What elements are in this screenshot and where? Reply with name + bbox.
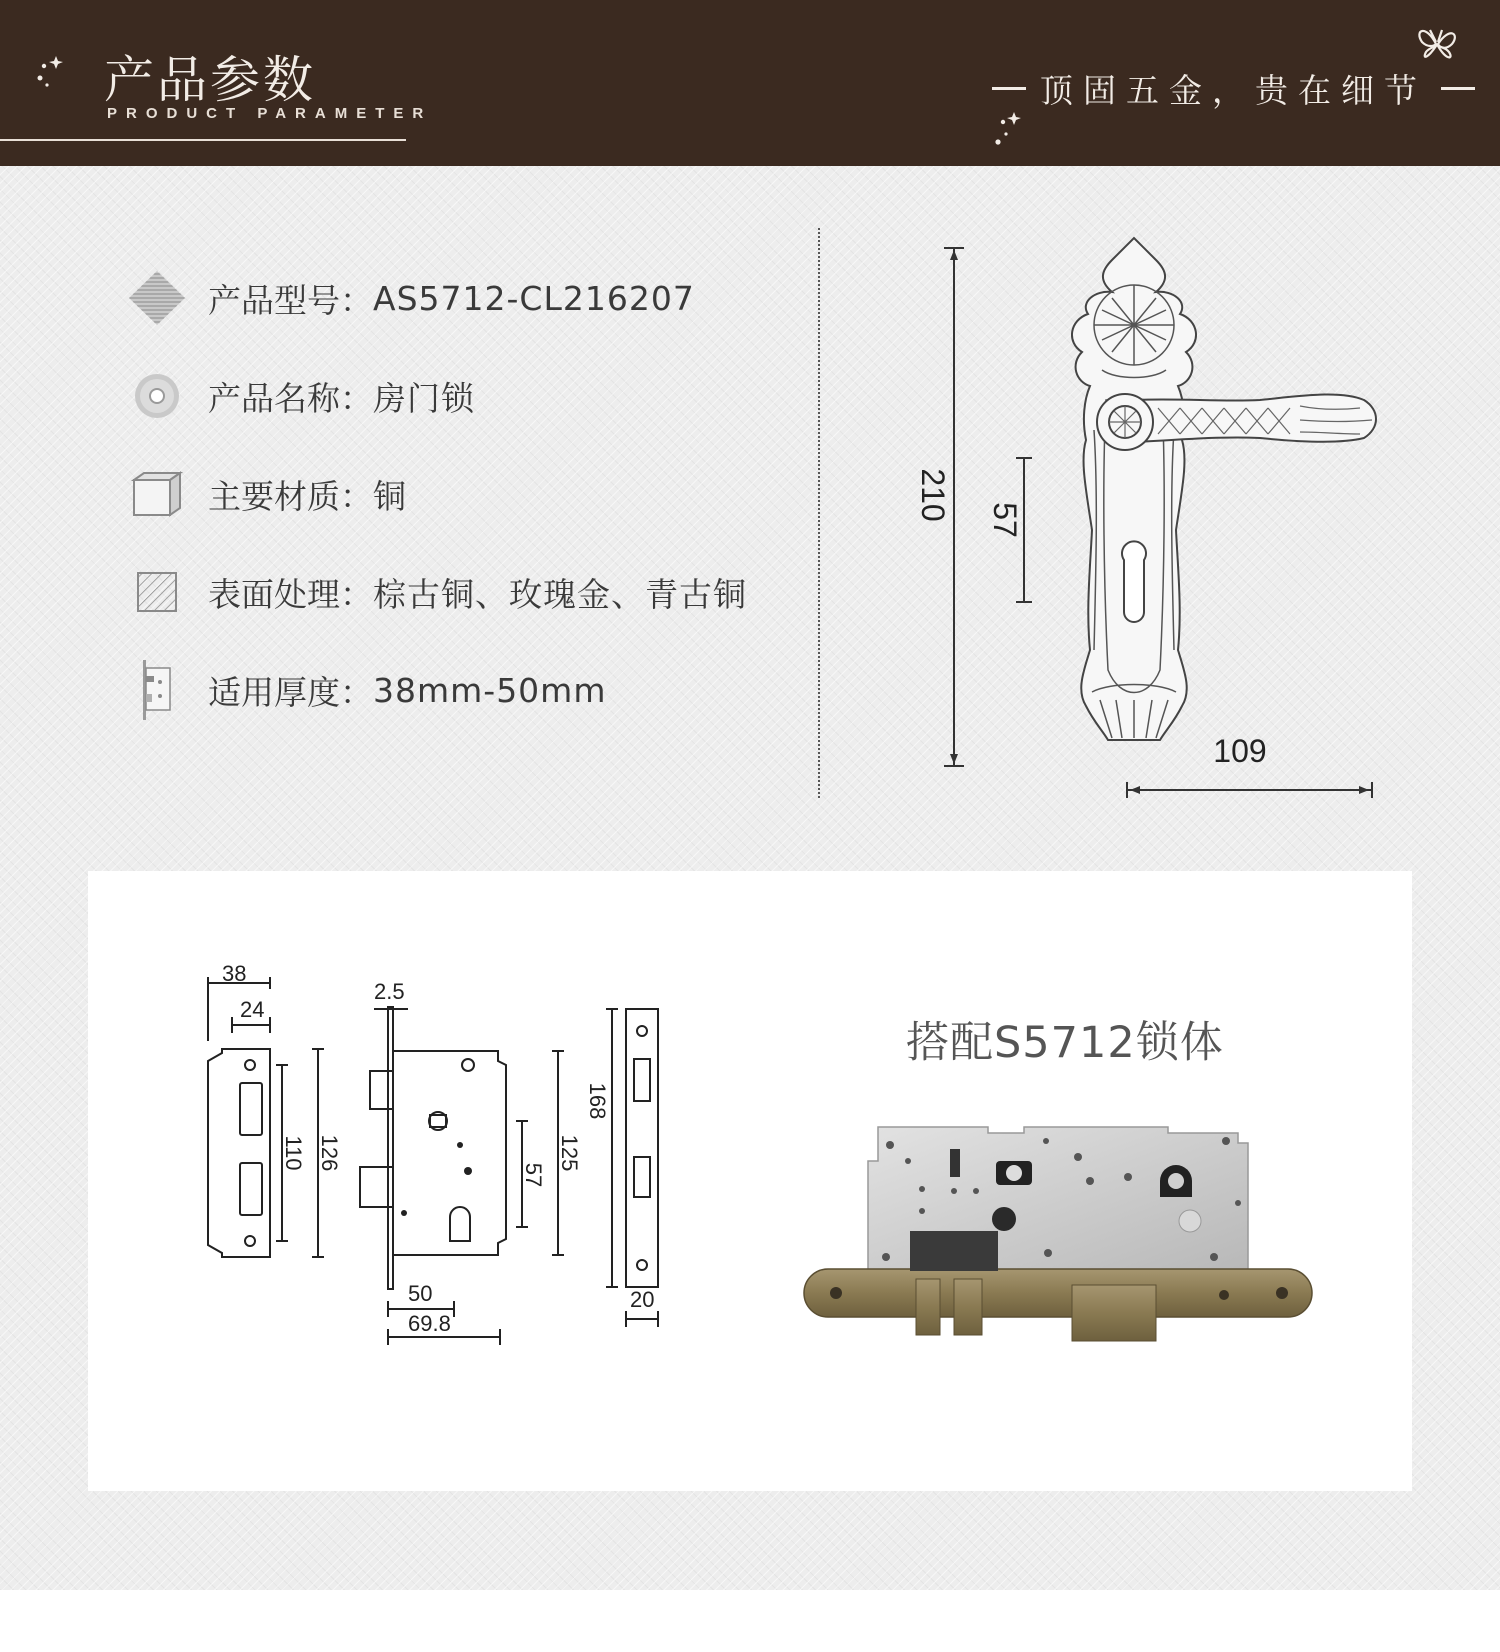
dim-strike-hole-spacing: 110 bbox=[281, 1135, 306, 1171]
param-value: AS5712-CL216207 bbox=[373, 278, 695, 318]
title-underline bbox=[0, 139, 406, 141]
lock-body-dimension-drawing bbox=[188, 961, 708, 1411]
sparkle-icon bbox=[34, 52, 68, 92]
handle-drawing bbox=[880, 230, 1400, 810]
param-value: 铜 bbox=[373, 476, 407, 516]
lock-body-panel bbox=[88, 871, 1412, 1491]
disc-icon bbox=[126, 366, 188, 426]
dim-strike-width: 38 bbox=[222, 961, 247, 986]
diamond-icon bbox=[126, 268, 188, 328]
dim-strike-height: 126 bbox=[317, 1134, 342, 1172]
dim-case-depth: 69.8 bbox=[408, 1311, 451, 1336]
dim-faceplate-thickness: 2.5 bbox=[374, 979, 405, 1004]
dim-faceplate-height: 168 bbox=[585, 1082, 610, 1120]
param-value: 棕古铜、玫瑰金、青古铜 bbox=[373, 574, 747, 614]
lock-body-title: 搭配S5712锁体 bbox=[906, 1018, 1224, 1068]
dim-case-height: 125 bbox=[557, 1134, 582, 1172]
param-row-material bbox=[126, 464, 826, 524]
param-row-finish bbox=[126, 562, 826, 622]
slogan-dash-right bbox=[1441, 87, 1475, 90]
slogan bbox=[978, 66, 1489, 110]
sparkle-icon bbox=[992, 108, 1026, 154]
param-row-name bbox=[126, 366, 826, 426]
butterfly-icon bbox=[1412, 20, 1462, 66]
hatched-square-icon bbox=[126, 562, 188, 622]
lock-body-photo bbox=[798, 1121, 1318, 1351]
header-banner bbox=[0, 0, 1500, 166]
dimension-spacing: 57 bbox=[987, 502, 1023, 538]
dimension-height: 210 bbox=[915, 468, 951, 522]
param-row-model bbox=[126, 268, 826, 328]
page-footer-band bbox=[0, 1590, 1500, 1652]
param-label: 主要材质： bbox=[208, 476, 373, 516]
page-title: 产品参数 bbox=[104, 51, 316, 109]
param-label: 表面处理： bbox=[208, 574, 373, 614]
dim-faceplate-width: 20 bbox=[630, 1287, 655, 1312]
slogan-dash-left bbox=[992, 87, 1026, 90]
dim-backset: 50 bbox=[408, 1281, 433, 1306]
param-label: 适用厚度： bbox=[208, 672, 373, 712]
dimension-length: 109 bbox=[1213, 733, 1267, 769]
lock-body-icon bbox=[126, 660, 188, 720]
param-row-thickness bbox=[126, 660, 826, 720]
param-value: 38mm-50mm bbox=[373, 670, 607, 710]
dim-strike-inner: 24 bbox=[240, 997, 265, 1022]
cube-icon bbox=[126, 464, 188, 524]
param-value: 房门锁 bbox=[373, 378, 475, 418]
vertical-divider bbox=[818, 228, 820, 798]
page-subtitle: PRODUCT PARAMETER bbox=[107, 105, 433, 122]
slogan-text: 顶固五金，贵在细节 bbox=[1040, 70, 1427, 110]
param-label: 产品名称： bbox=[208, 378, 373, 418]
dim-handle-to-cylinder: 57 bbox=[521, 1162, 546, 1188]
param-label: 产品型号： bbox=[208, 280, 373, 320]
